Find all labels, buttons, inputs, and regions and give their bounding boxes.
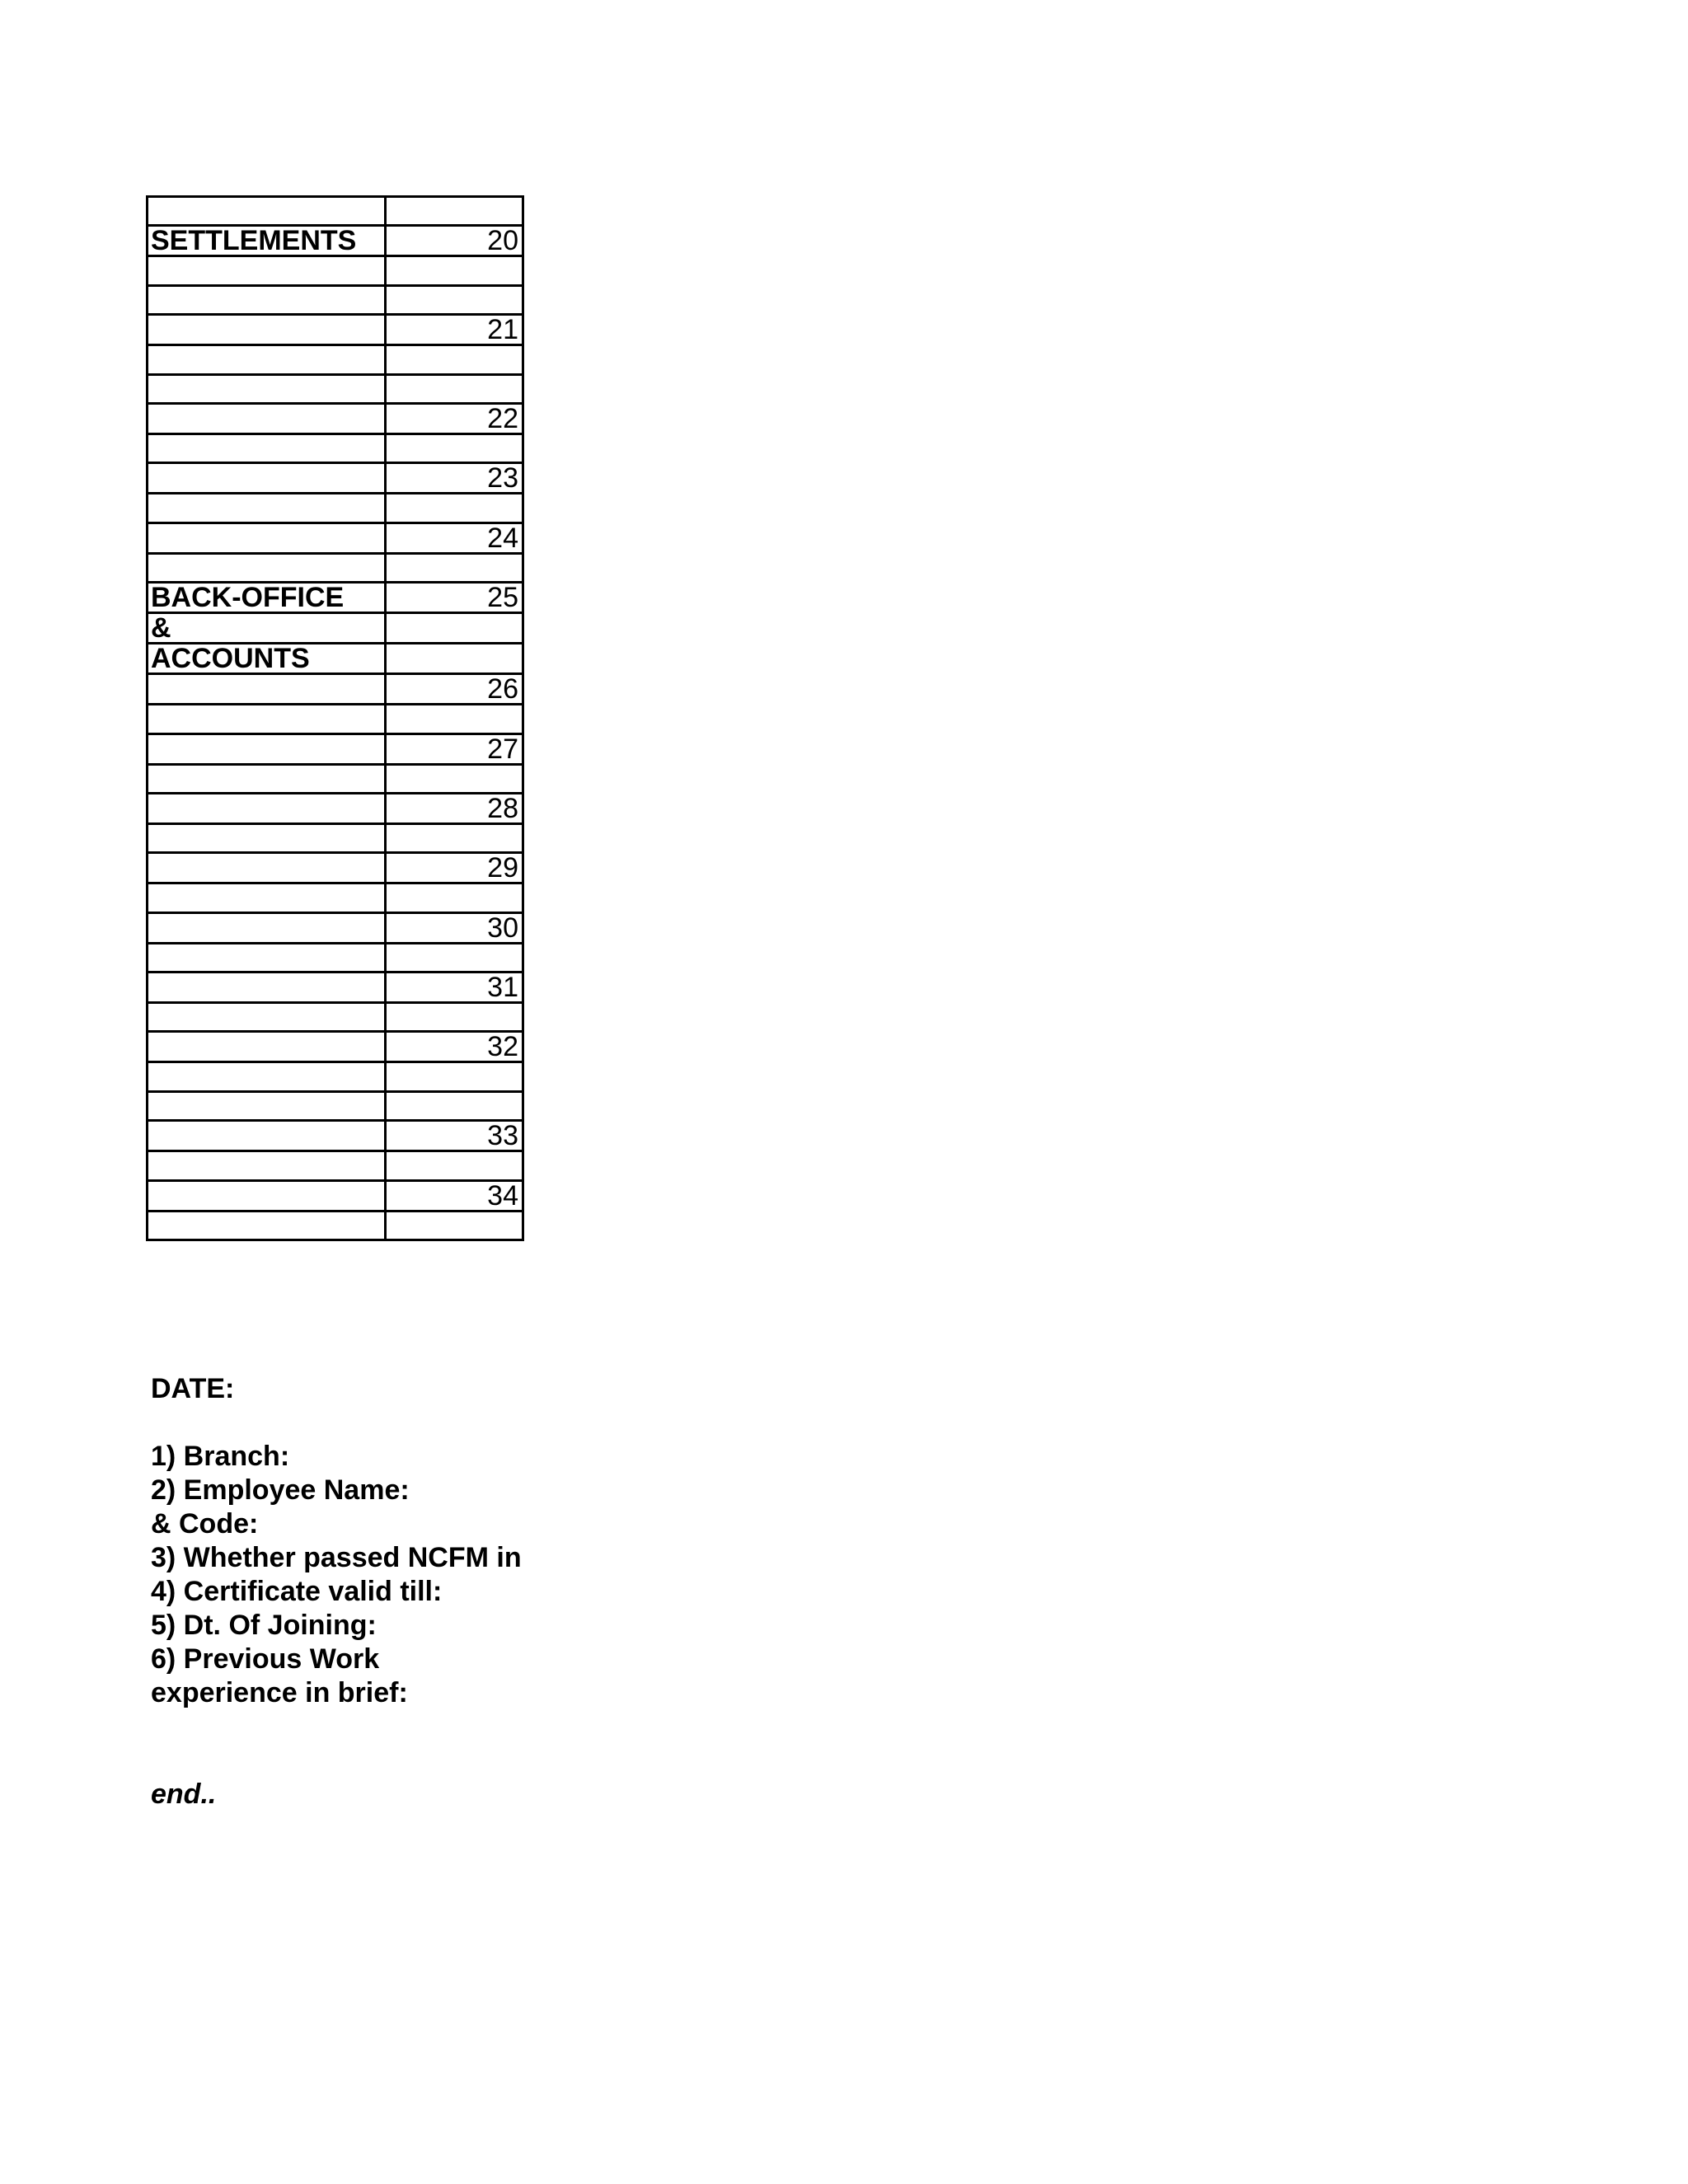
row-label-cell [148,912,386,943]
row-label-cell [148,1003,386,1032]
settlements-table [146,195,524,1241]
row-label-cell [148,315,386,345]
row-number-cell [386,1211,523,1240]
row-number-cell: 24 [386,523,523,553]
table-row [148,1062,523,1091]
table-row [148,764,523,793]
row-label-cell [148,256,386,285]
row-label-cell [148,853,386,883]
row-label-cell [148,705,386,733]
table-row [148,1121,523,1151]
row-number-cell: 31 [386,972,523,1003]
row-number-cell [386,1003,523,1032]
row-number-cell: 30 [386,912,523,943]
table-row [148,1180,523,1211]
row-label-cell: BACK-OFFICE [148,583,386,613]
row-number-cell [386,494,523,523]
row-label-cell [148,1091,386,1120]
row-label-cell [148,1032,386,1062]
table-row [148,972,523,1003]
table-row [148,613,523,644]
table-row [148,494,523,523]
row-number-cell [386,613,523,644]
employee-name-label: 2) Employee Name: [151,1474,410,1506]
row-label-cell [148,943,386,972]
table-row [148,403,523,434]
table-row [148,705,523,733]
settlements-table-body [148,197,523,1240]
end-marker: end.. [151,1779,217,1810]
table-row [148,943,523,972]
table-row [148,434,523,462]
row-number-cell: 21 [386,315,523,345]
row-number-cell: 25 [386,583,523,613]
row-label-cell [148,374,386,403]
table-row [148,345,523,374]
row-label-cell [148,197,386,226]
row-number-cell [386,345,523,374]
table-row [148,883,523,912]
table-row [148,1211,523,1240]
row-number-cell: 34 [386,1180,523,1211]
table-row [148,583,523,613]
certificate-validity-label: 4) Certificate valid till: [151,1576,443,1607]
table-row [148,553,523,582]
row-label-cell [148,883,386,912]
table-row [148,674,523,705]
row-number-cell [386,434,523,462]
table-row [148,733,523,764]
row-number-cell [386,823,523,852]
row-number-cell [386,644,523,674]
table-row [148,912,523,943]
row-label-cell [148,345,386,374]
table-row [148,285,523,314]
row-number-cell [386,764,523,793]
table-row [148,853,523,883]
blank-line [151,1406,522,1440]
previous-work-label-continued: experience in brief: [151,1677,408,1708]
row-number-cell [386,197,523,226]
table-row [148,793,523,823]
employee-code-label: & Code: [151,1508,259,1540]
row-number-cell [386,285,523,314]
ncfm-question-label: 3) Whether passed NCFM in [151,1542,522,1573]
joining-date-label: 5) Dt. Of Joining: [151,1610,377,1641]
row-label-cell [148,553,386,582]
table-row [148,197,523,226]
branch-label: 1) Branch: [151,1441,290,1472]
row-label-cell: & [148,613,386,644]
table-row [148,315,523,345]
row-number-cell: 27 [386,733,523,764]
table-row [148,1003,523,1032]
table-row [148,1151,523,1180]
row-number-cell [386,553,523,582]
table-row [148,523,523,553]
row-label-cell [148,764,386,793]
row-number-cell [386,1062,523,1091]
row-label-cell [148,1180,386,1211]
row-number-cell: 33 [386,1121,523,1151]
row-number-cell: 26 [386,674,523,705]
table-row [148,823,523,852]
row-number-cell [386,1091,523,1120]
row-label-cell [148,674,386,705]
row-label-cell [148,434,386,462]
row-label-cell: SETTLEMENTS [148,226,386,256]
row-number-cell: 23 [386,463,523,494]
row-number-cell: 28 [386,793,523,823]
row-label-cell [148,463,386,494]
row-label-cell [148,494,386,523]
row-label-cell [148,733,386,764]
row-label-cell [148,523,386,553]
row-number-cell [386,705,523,733]
table-row [148,1032,523,1062]
row-label-cell [148,1151,386,1180]
row-label-cell [148,1121,386,1151]
row-label-cell [148,972,386,1003]
row-number-cell: 29 [386,853,523,883]
table-row [148,644,523,674]
date-label: DATE: [151,1373,235,1404]
table-row [148,1091,523,1120]
blank-line [151,1710,522,1744]
table-row [148,374,523,403]
row-number-cell [386,943,523,972]
table-row [148,256,523,285]
row-label-cell [148,823,386,852]
row-label-cell: ACCOUNTS [148,644,386,674]
row-label-cell [148,1211,386,1240]
row-number-cell [386,374,523,403]
row-number-cell [386,1151,523,1180]
row-number-cell: 22 [386,403,523,434]
table-row [148,463,523,494]
previous-work-label: 6) Previous Work [151,1643,380,1675]
row-number-cell: 20 [386,226,523,256]
employee-info-block [151,1372,522,1811]
table-row [148,226,523,256]
row-number-cell [386,256,523,285]
row-label-cell [148,793,386,823]
row-number-cell: 32 [386,1032,523,1062]
row-label-cell [148,285,386,314]
row-label-cell [148,1062,386,1091]
row-number-cell [386,883,523,912]
row-label-cell [148,403,386,434]
blank-line [151,1744,522,1778]
